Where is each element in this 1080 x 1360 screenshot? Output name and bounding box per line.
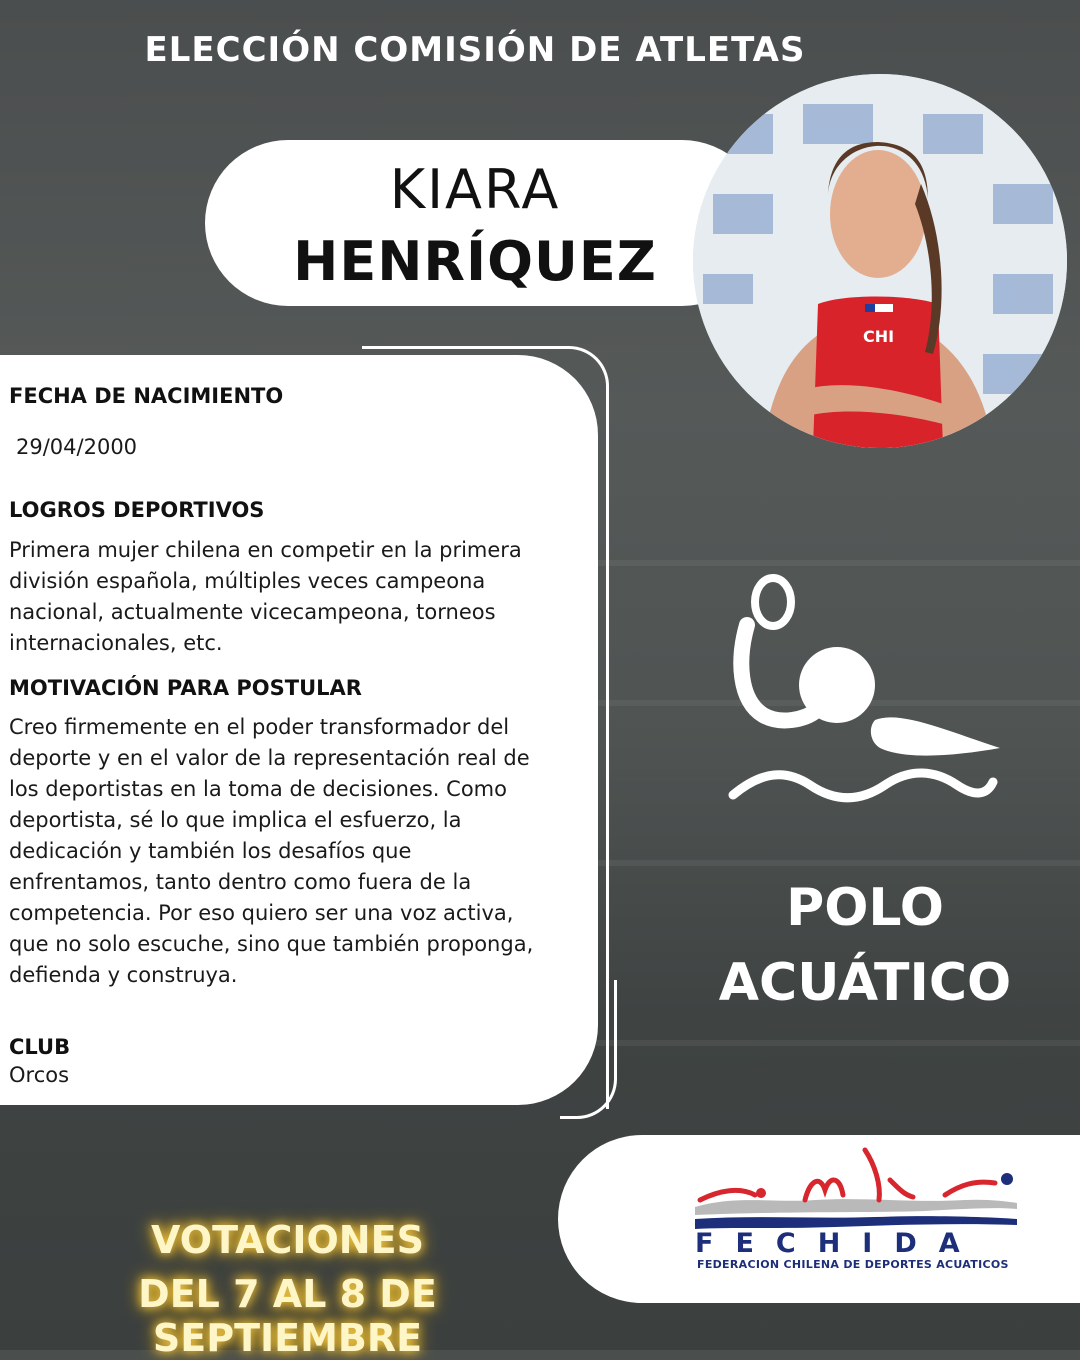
photo-chi-label: CHI xyxy=(863,327,895,346)
club-value: Orcos xyxy=(9,1063,70,1087)
motivation-line: que no solo escuche, sino que también proponga, xyxy=(9,932,534,956)
achievements-line: Primera mujer chilena en competir en la primera xyxy=(9,538,522,562)
voting-dates: DEL 7 AL 8 DE SEPTIEMBRE xyxy=(138,1272,437,1360)
achievements-line: nacional, actualmente vicecampeona, torneos xyxy=(9,600,496,624)
achievements-label: LOGROS DEPORTIVOS xyxy=(9,498,265,522)
fechida-letters: FECHIDA xyxy=(695,1228,982,1259)
motivation-line: deportista, sé lo que implica el esfuerzo, la xyxy=(9,808,462,832)
motivation-label: MOTIVACIÓN PARA POSTULAR xyxy=(9,676,362,700)
fechida-swimmers-logo-icon xyxy=(695,1145,1020,1230)
sport-name-line2: ACUÁTICO xyxy=(718,953,1012,1013)
athlete-last-name: HENRÍQUEZ xyxy=(293,230,657,293)
athlete-photo-illustration xyxy=(693,74,1067,448)
water-polo-icon xyxy=(725,570,1005,815)
fechida-subtitle: FEDERACION CHILENA DE DEPORTES ACUATICOS xyxy=(697,1258,1009,1271)
motivation-line: enfrentamos, tanto dentro como fuera de la xyxy=(9,870,472,894)
motivation-line: defienda y construya. xyxy=(9,963,238,987)
page-title: ELECCIÓN COMISIÓN DE ATLETAS xyxy=(144,30,806,70)
club-label: CLUB xyxy=(9,1035,71,1059)
motivation-line: competencia. Por eso quiero ser una voz activa, xyxy=(9,901,514,925)
motivation-line: deporte y en el valor de la representación real de xyxy=(9,746,530,770)
voting-title: VOTACIONES xyxy=(151,1218,424,1262)
motivation-line: dedicación y también los desafíos que xyxy=(9,839,412,863)
achievements-line: internacionales, etc. xyxy=(9,631,223,655)
motivation-line: los deportistas en la toma de decisiones. Como xyxy=(9,777,507,801)
birth-date-value: 29/04/2000 xyxy=(16,435,138,459)
achievements-line: división española, múltiples veces campeona xyxy=(9,569,486,593)
athlete-photo xyxy=(693,74,1067,448)
motivation-line: Creo firmemente en el poder transformador del xyxy=(9,715,510,739)
sport-name-line1: POLO xyxy=(786,878,944,938)
birth-date-label: FECHA DE NACIMIENTO xyxy=(9,384,284,408)
athlete-first-name: KIARA xyxy=(389,158,561,221)
